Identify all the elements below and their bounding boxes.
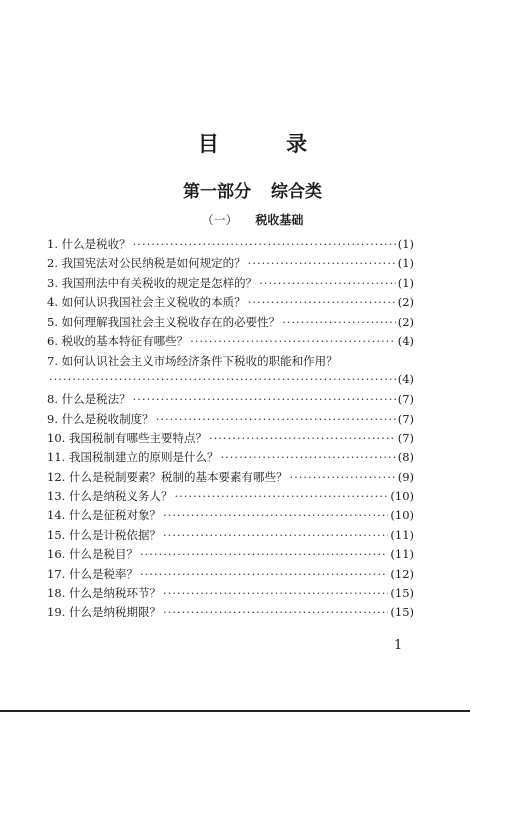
section-name: 税收基础 xyxy=(255,213,304,227)
toc-entry-page: (15) xyxy=(390,586,414,601)
toc-entry xyxy=(47,585,414,604)
toc-entry-page: (1) xyxy=(397,237,414,251)
toc-entry-title: 5. 如何理解我国社会主义税收存在的必要性？ xyxy=(47,314,281,329)
toc-entry-title: 6. 税收的基本特征有哪些？ xyxy=(47,333,189,348)
toc-entry-page: (11) xyxy=(390,527,414,542)
toc-entry-page: (4) xyxy=(397,333,414,348)
toc-entry xyxy=(47,294,414,313)
toc-entry-title: 3. 我国刑法中有关税收的规定是怎样的？ xyxy=(47,275,258,290)
toc-leader-dots xyxy=(49,372,396,386)
toc-entry-title: 14. 什么是征税对象？ xyxy=(47,508,161,523)
toc-entry-page: (8) xyxy=(397,450,414,465)
toc-entry-title: 9. 什么是税收制度？ xyxy=(47,411,154,426)
toc-leader-dots xyxy=(220,450,395,464)
section-heading xyxy=(0,211,505,228)
toc-entry-page: (1) xyxy=(397,275,414,290)
toc-leader-dots xyxy=(163,508,388,522)
toc-entry-page: (2) xyxy=(397,295,414,310)
toc-entry-title: 8. 什么是税法？ xyxy=(47,392,131,407)
toc-leader-dots xyxy=(289,470,395,484)
toc-leader-dots xyxy=(133,237,396,251)
part-name: 综合类 xyxy=(270,182,322,202)
toc-entry xyxy=(47,527,414,546)
toc-entry-page: (1) xyxy=(397,256,414,271)
toc-entry-page: (2) xyxy=(397,314,414,329)
toc-entry-title: 17. 什么是税率？ xyxy=(47,566,138,581)
toc-leader-dots xyxy=(282,315,396,329)
toc-entry xyxy=(47,430,414,449)
toc-entry xyxy=(47,314,414,333)
toc-entry-title: 16. 什么是税目？ xyxy=(47,547,138,562)
toc-entry xyxy=(47,255,414,274)
toc-entry xyxy=(47,469,414,488)
toc-leader-dots xyxy=(140,547,388,561)
part-heading xyxy=(0,177,505,202)
toc-leader-dots xyxy=(140,567,388,581)
page-title: 目 录 xyxy=(197,131,338,156)
toc-leader-dots xyxy=(174,489,388,503)
toc-entry xyxy=(47,352,414,391)
toc-entry-page: (15) xyxy=(390,605,414,620)
toc-entry xyxy=(47,546,414,565)
toc-leader-dots xyxy=(190,334,396,348)
toc-entry-title: 2. 我国宪法对公民纳税是如何规定的？ xyxy=(47,256,246,271)
toc-entry-page: (11) xyxy=(390,547,414,562)
toc-entry-title: 11. 我国税制建立的原则是什么？ xyxy=(47,450,219,465)
toc-entry xyxy=(47,411,414,430)
toc-leader-dots xyxy=(163,586,388,600)
toc-entry-title: 7. 如何认识社会主义市场经济条件下税收的职能和作用？ xyxy=(47,354,338,369)
toc-entry xyxy=(47,566,414,585)
toc-entry-page: (7) xyxy=(397,411,414,426)
toc-entry-page: (7) xyxy=(397,392,414,407)
toc-entry-title: 4. 如何认识我国社会主义税收的本质？ xyxy=(47,295,246,310)
toc-entry-title: 12. 什么是税制要素？税制的基本要素有哪些？ xyxy=(47,469,288,484)
toc-entry xyxy=(47,236,414,255)
toc-entry-title: 19. 什么是纳税期限？ xyxy=(47,605,161,620)
toc-entry-title: 18. 什么是纳税环节？ xyxy=(47,586,161,601)
toc-entry-page: (12) xyxy=(390,566,414,581)
toc-entry-page: (9) xyxy=(397,469,414,484)
toc-entry xyxy=(47,507,414,526)
toc-leader-dots xyxy=(163,528,388,542)
bottom-rule xyxy=(0,710,470,712)
toc-entry-title: 10. 我国税制有哪些主要特点？ xyxy=(47,430,207,445)
part-label: 第一部分 xyxy=(183,182,252,202)
toc-entry xyxy=(47,333,414,352)
toc-leader-dots xyxy=(133,392,396,406)
toc-entry-page: (10) xyxy=(390,508,414,523)
toc-entry-page: (10) xyxy=(390,489,414,504)
toc-entry xyxy=(47,604,414,623)
toc-entry-title: 1. 什么是税收？ xyxy=(47,237,131,251)
toc-leader-dots xyxy=(209,431,396,445)
toc-leader-dots xyxy=(259,276,396,290)
toc-entry xyxy=(47,391,414,410)
toc-entry xyxy=(47,275,414,294)
toc-entry-title: 13. 什么是纳税义务人？ xyxy=(47,489,173,504)
page-number: 1 xyxy=(394,638,403,653)
toc-leader-dots xyxy=(163,605,388,619)
toc-entry-page: (7) xyxy=(397,430,414,445)
toc-entry xyxy=(47,449,414,468)
toc-leader-dots xyxy=(156,412,396,426)
table-of-contents xyxy=(47,236,414,624)
toc-leader-dots xyxy=(248,295,396,309)
toc-entry xyxy=(47,488,414,507)
section-number: （一） xyxy=(201,213,238,227)
toc-entry-title: 15. 什么是计税依据？ xyxy=(47,527,161,542)
toc-entry-page: (4) xyxy=(397,371,414,386)
toc-leader-dots xyxy=(248,256,396,270)
